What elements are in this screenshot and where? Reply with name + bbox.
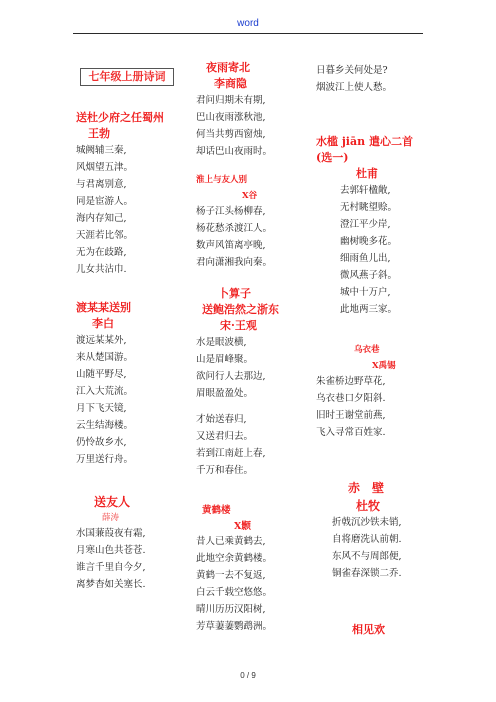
poem-line: 细雨鱼儿出, [340, 253, 391, 264]
poem-line: 山是眉峰聚。 [196, 354, 254, 365]
poem-body [316, 514, 428, 582]
poem-line: 昔人已乘黄鹤去, [196, 536, 266, 547]
poem-block [76, 110, 194, 278]
poem-title: 黄鹤楼 [202, 505, 231, 516]
poem-line: 城阙辅三秦, [76, 145, 127, 156]
poem-author: 王勃 [88, 127, 110, 140]
poem-line: 欲问行人去那边, [196, 371, 266, 382]
poem-line: 何当共剪西窗烛, [196, 129, 266, 140]
poem-line: 铜雀春深锁二乔. [332, 568, 402, 579]
header-divider [73, 33, 423, 34]
poem-line: 白云千载空悠悠。 [196, 587, 273, 598]
poem-line: 此地两三家。 [340, 304, 398, 315]
poem-line: 飞入寻常百姓家. [316, 427, 386, 438]
poem-line: 眉眼盈盈处。 [196, 388, 254, 399]
poem-line: 风烟望五津。 [76, 162, 134, 173]
poem-line: 折戟沉沙铁未销, [332, 517, 402, 528]
poem-line: 无为在歧路, [76, 247, 127, 258]
poem-line: 东风不与周郎便, [332, 551, 402, 562]
poem-block [316, 62, 428, 96]
poem-block [196, 174, 310, 271]
poem-line: 仍怜故乡水, [76, 437, 127, 448]
poem-subtitle: (选一) [316, 151, 349, 164]
poem-author: 杜牧 [356, 499, 381, 513]
poem-title: 送友人 [94, 495, 131, 509]
poem-body [196, 533, 310, 635]
poem-line: 烟波江上使人愁。 [316, 82, 393, 93]
poem-block [76, 494, 194, 593]
poem-line: 海内存知己, [76, 213, 127, 224]
poem-line: 此地空余黄鹤楼。 [196, 553, 273, 564]
poem-line: 云生结海楼。 [76, 420, 134, 431]
poem-body [76, 332, 194, 468]
poem-line: 山随平野尽, [76, 369, 127, 380]
poem-line: 君向潇湘我向秦。 [196, 257, 273, 268]
poem-line: 乌衣巷口夕阳斜. [316, 393, 386, 404]
poem-line: 谁言千里自今夕, [76, 562, 146, 573]
poem-body [196, 334, 310, 479]
poem-block [316, 480, 428, 582]
poem-body [316, 373, 428, 441]
poem-line: 却话巴山夜雨时。 [196, 146, 273, 157]
page-indicator: 0 / 9 [240, 671, 256, 680]
poem-block [316, 134, 428, 318]
poem-line: 数声风笛离亭晚, [196, 240, 266, 251]
poem-line: 江入大荒流。 [76, 386, 134, 397]
poem-body [316, 62, 428, 96]
poem-title: 相见欢 [352, 623, 385, 636]
poem-line: 千万和春住。 [196, 465, 254, 476]
poem-line: 幽树晚多花。 [340, 236, 398, 247]
poem-block [196, 60, 310, 160]
poem-author: 薛涛 [102, 513, 120, 523]
poem-author: 李商隐 [214, 77, 247, 90]
poem-line: 来从楚国游。 [76, 352, 134, 363]
poem-line: 离梦杳如关塞长. [76, 579, 146, 590]
poem-line: 渡远某某外, [76, 335, 127, 346]
poem-line: 若到江南赶上春, [196, 448, 266, 459]
poem-line: 月寒山色共苍苍. [76, 545, 146, 556]
poem-author: 宋·王观 [220, 319, 257, 332]
poem-line: 芳草萋萋鹦鹉洲。 [196, 621, 273, 632]
poem-line: 水是眼波横, [196, 337, 247, 348]
poem-block [76, 300, 194, 468]
poem-body [196, 92, 310, 160]
poem-line: 杨子江头杨柳春, [196, 206, 266, 217]
poem-line: 同是宦游人。 [76, 196, 134, 207]
poem-line: 天涯若比邻。 [76, 230, 134, 241]
poem-line: 君问归期未有期, [196, 95, 266, 106]
poem-title: 卜算子 [218, 287, 251, 300]
poem-block [196, 286, 310, 479]
poem-line: 巴山夜雨涨秋池, [196, 112, 266, 123]
poem-author: X颢 [234, 521, 251, 532]
poem-line: 城中十万户, [340, 287, 391, 298]
poem-line: 无村眺望赊。 [340, 202, 398, 213]
poem-title: 淮上与友人别 [196, 175, 248, 185]
poem-block [316, 344, 428, 441]
poem-line: 旧时王谢堂前燕, [316, 410, 386, 421]
poem-body [76, 525, 194, 593]
poem-line: 澄江平少岸, [340, 219, 391, 230]
poem-block [316, 622, 428, 638]
poem-author: 李白 [92, 317, 114, 330]
poem-author: X谷 [242, 191, 258, 201]
poem-title: 赤 壁 [348, 481, 385, 495]
poem-line: 黄鹤一去不复返, [196, 570, 266, 581]
poem-subtitle: 送鲍浩然之浙东 [202, 303, 279, 316]
poem-title: 夜雨寄北 [206, 61, 250, 74]
poem-line: 又送君归去。 [196, 431, 254, 442]
poem-line: 儿女共沾巾. [76, 264, 127, 275]
poem-line: 水国蒹葭夜有霜, [76, 528, 146, 539]
poem-author: X禹锡 [372, 361, 396, 371]
poem-title: 送杜少府之任蜀州 [76, 111, 164, 124]
poem-title: 水槛 jiān 遣心二首 [316, 135, 413, 148]
poem-title: 渡某某送别 [76, 301, 131, 314]
poem-body [76, 142, 194, 278]
poem-line: 微风燕子斜。 [340, 270, 398, 281]
poem-line: 去郭轩楹敞, [340, 185, 391, 196]
page-title: 七年级上册诗词 [80, 68, 174, 86]
app-title: word [237, 18, 259, 29]
poem-line: 月下飞天镜, [76, 403, 127, 414]
poem-line: 杨花愁杀渡江人。 [196, 223, 273, 234]
poem-line: 才始送春归, [196, 414, 247, 425]
poem-author: 杜甫 [356, 167, 378, 180]
poem-line: 晴川历历汉阳树, [196, 604, 266, 615]
poem-body [196, 203, 310, 271]
poem-line: 万里送行舟。 [76, 454, 134, 465]
poem-line: 与君离别意, [76, 179, 127, 190]
poem-body [316, 182, 428, 318]
poem-line: 朱雀桥边野草花, [316, 376, 386, 387]
poem-line: 自将磨洗认前朝. [332, 534, 402, 545]
poem-block [196, 504, 310, 635]
poem-line: 日暮乡关何处是? [316, 65, 388, 76]
poem-title: 乌衣巷 [354, 345, 380, 355]
